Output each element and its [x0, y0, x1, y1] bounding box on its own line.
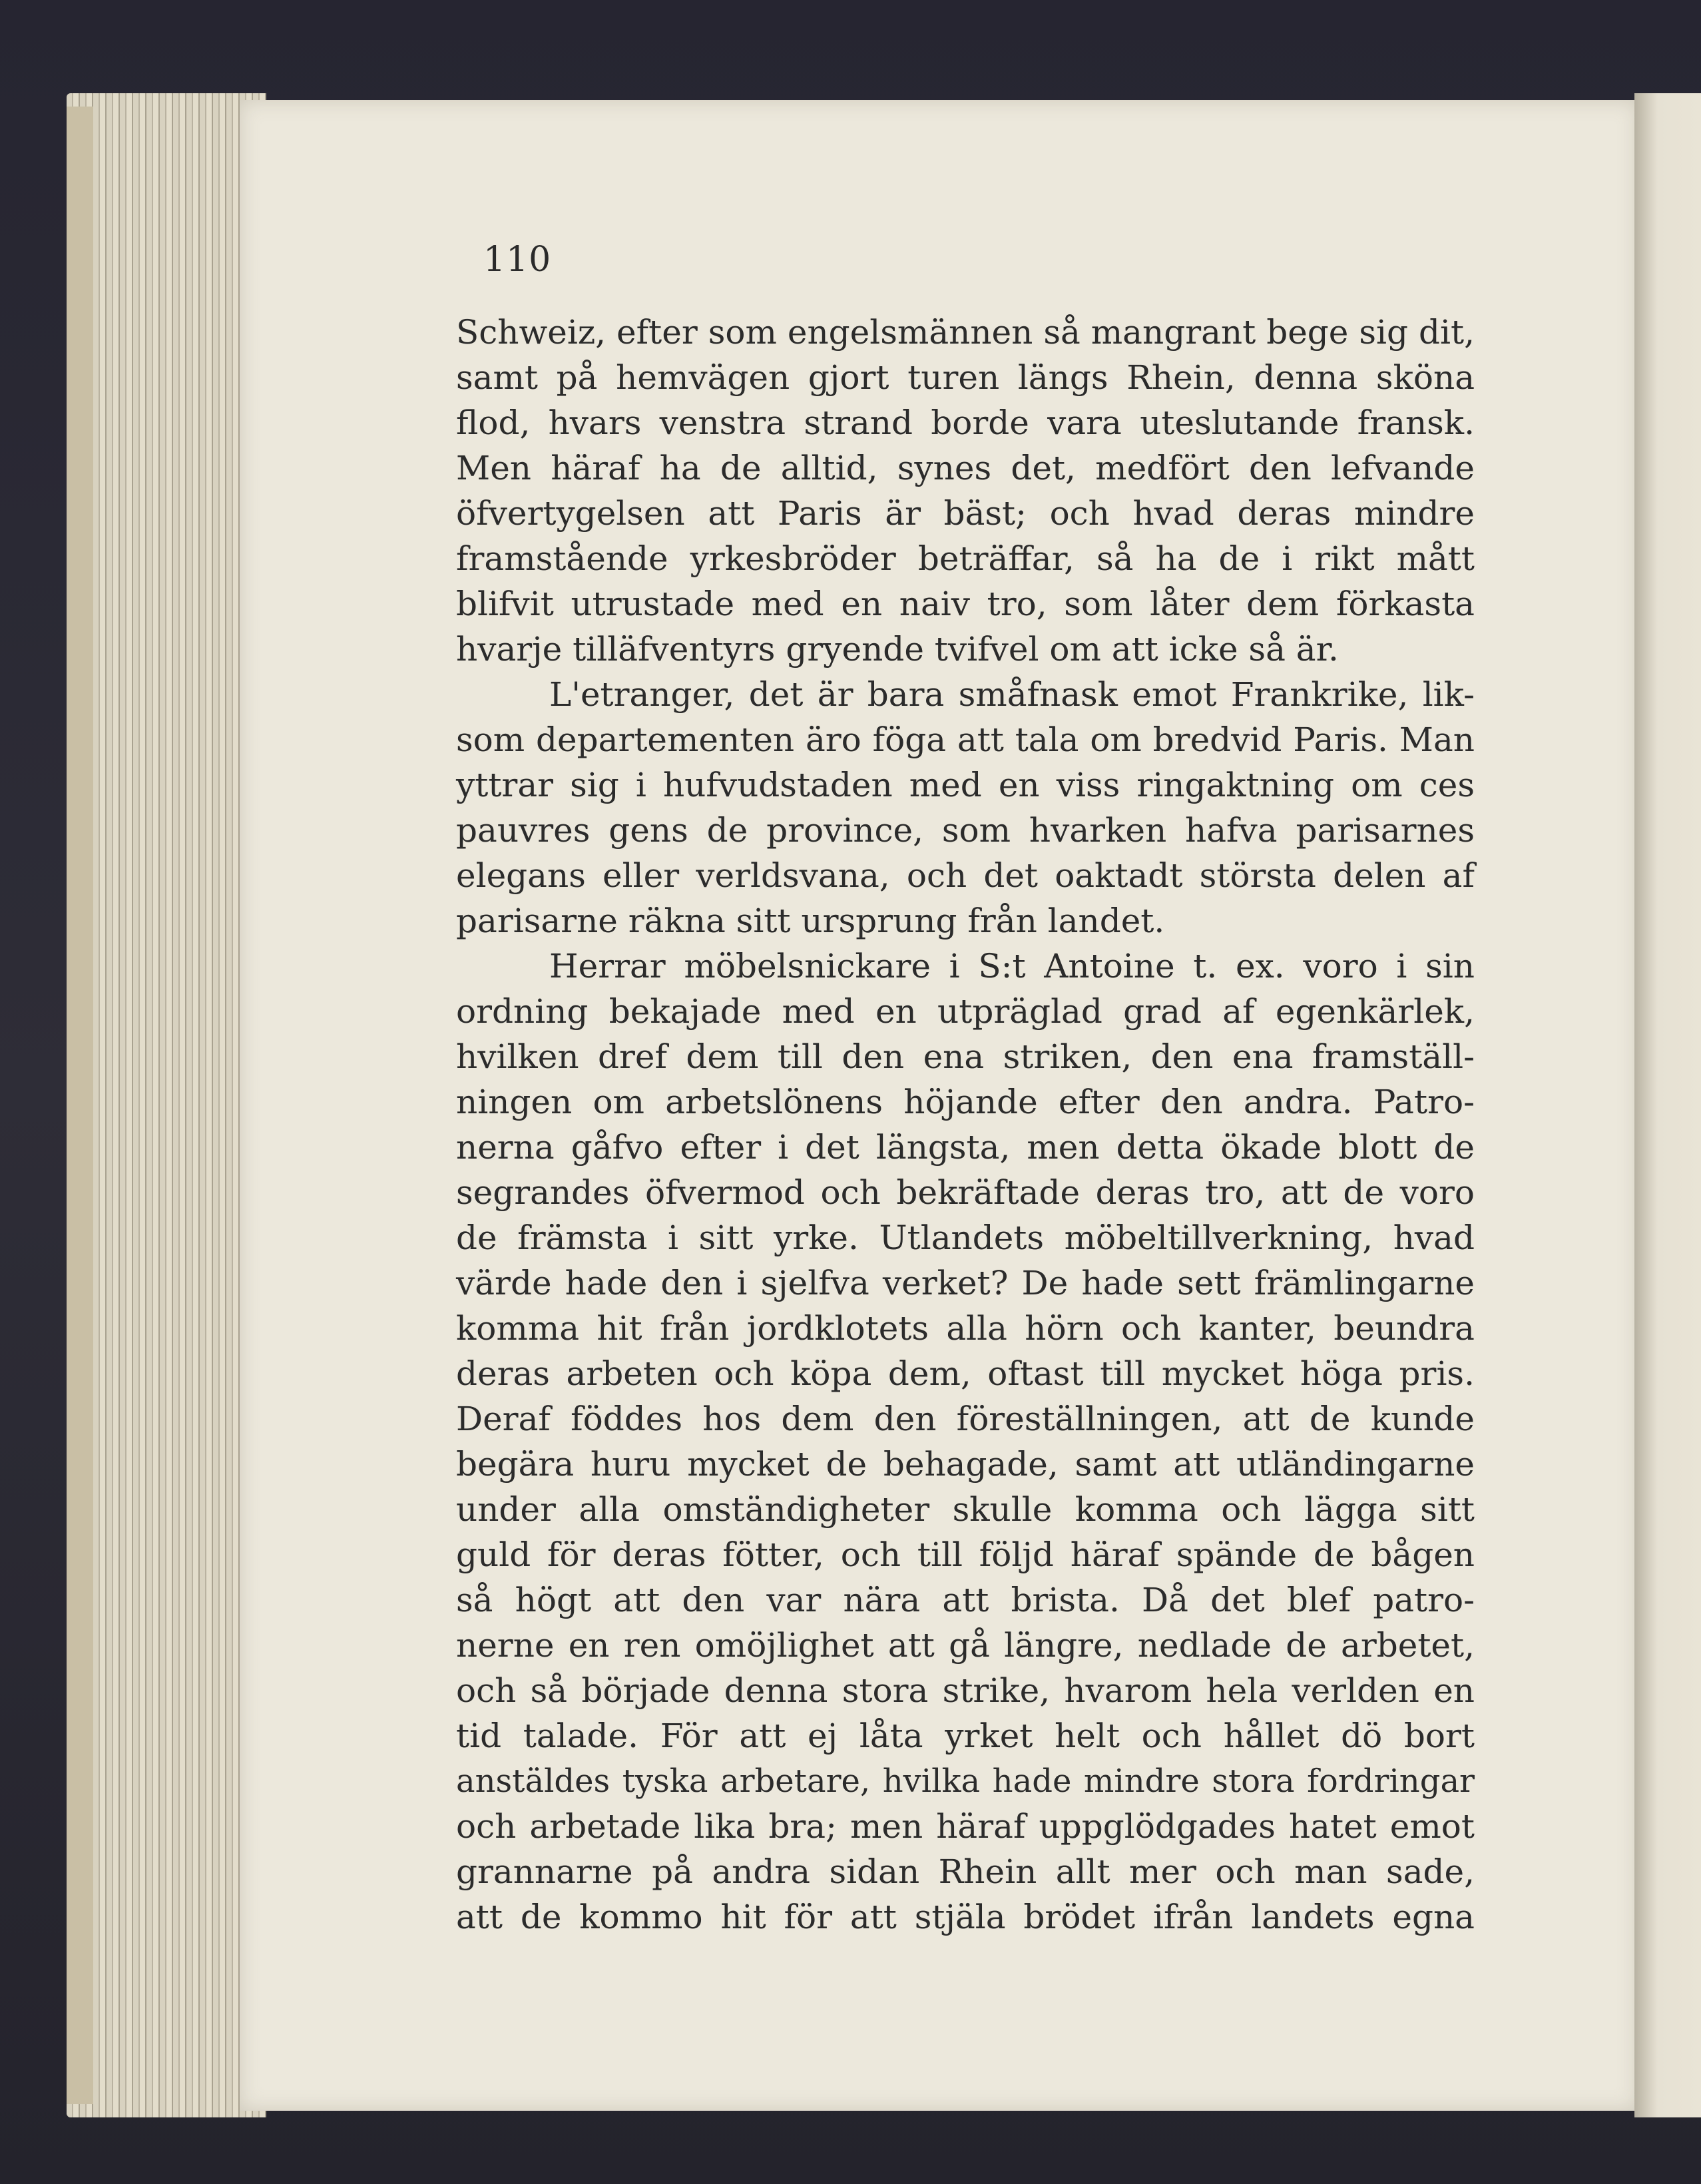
text-line: Herrar möbelsnickare i S:t Antoine t. ex. voro i sin	[549, 947, 1475, 985]
text-line: hvilken dref dem till den ena striken, den ena framställ-	[456, 1037, 1475, 1076]
text-line: flod, hvars venstra strand borde vara uteslutande fransk.	[456, 404, 1475, 442]
text-line: öfvertygelsen att Paris är bäst; och hvad deras mindre	[456, 494, 1475, 533]
text-line: värde hade den i sjelfva verket? De hade sett främlingarne	[456, 1264, 1475, 1302]
text-line: tid talade. För att ej låta yrket helt och hållet dö bort	[456, 1717, 1475, 1755]
text-line: Deraf föddes hos dem den föreställningen, att de kunde	[456, 1400, 1475, 1438]
text-line: elegans eller verldsvana, och det oaktadt största delen af	[456, 856, 1475, 895]
text-line: nerne en ren omöjlighet att gå längre, nedlade de arbetet,	[456, 1626, 1475, 1665]
text-line: L'etranger, det är bara småfnask emot Frankrike, lik-	[549, 675, 1475, 714]
text-line: framstående yrkesbröder beträffar, så ha de i rikt mått	[456, 539, 1475, 578]
text-line: segrandes öfvermod och bekräftade deras tro, att de voro	[456, 1173, 1475, 1212]
text-line: under alla omständigheter skulle komma och lägga sitt	[456, 1490, 1475, 1529]
text-line: Schweiz, efter som engelsmännen så mangrant bege sig dit,	[456, 313, 1475, 352]
text-line: blifvit utrustade med en naiv tro, som låter dem förkasta	[456, 585, 1475, 623]
text-line: nerna gåfvo efter i det längsta, men detta ökade blott de	[456, 1128, 1475, 1167]
text-line: begära huru mycket de behagade, samt att utländingarne	[456, 1445, 1475, 1484]
text-line: och arbetade lika bra; men häraf uppglödgades hatet emot	[456, 1807, 1475, 1846]
text-line: att de kommo hit för att stjäla brödet ifrån landets egna	[456, 1898, 1475, 1936]
text-line: guld för deras fötter, och till följd häraf spände de bågen	[456, 1535, 1475, 1574]
page-number: 110	[483, 240, 552, 280]
text-line: parisarne räkna sitt ursprung från landet.	[456, 902, 1165, 940]
body-text	[456, 310, 1475, 1948]
book-page-edges	[67, 93, 266, 2117]
text-line: som departementen äro föga att tala om bredvid Paris. Man	[456, 720, 1475, 759]
text-line: yttrar sig i hufvudstaden med en viss ringaktning om ces	[456, 766, 1475, 804]
text-line: komma hit från jordklotets alla hörn och kanter, beundra	[456, 1309, 1475, 1348]
text-line: så högt att den var nära att brista. Då det blef patro-	[456, 1581, 1475, 1619]
text-line: deras arbeten och köpa dem, oftast till mycket höga pris.	[456, 1354, 1475, 1393]
text-line: pauvres gens de province, som hvarken hafva parisarnes	[456, 811, 1475, 850]
text-line: och så började denna stora strike, hvarom hela verlden en	[456, 1671, 1475, 1710]
text-line: anstäldes tyska arbetare, hvilka hade mindre stora fordringar	[456, 1763, 1475, 1800]
text-line: samt på hemvägen gjort turen längs Rhein, denna sköna	[456, 358, 1475, 397]
text-line: de främsta i sitt yrke. Utlandets möbeltillverkning, hvad	[456, 1219, 1475, 1257]
book-spine-edge	[67, 107, 93, 2104]
text-line: ningen om arbetslönens höjande efter den andra. Patro-	[456, 1083, 1475, 1121]
text-line: ordning bekajade med en utpräglad grad af egenkärlek,	[456, 992, 1475, 1031]
text-line: hvarje tilläfventyrs gryende tvifvel om att icke så är.	[456, 630, 1339, 669]
facing-page-edge	[1634, 93, 1701, 2117]
text-line: Men häraf ha de alltid, synes det, medfört den lefvande	[456, 449, 1475, 487]
text-line: grannarne på andra sidan Rhein allt mer och man sade,	[456, 1852, 1475, 1891]
